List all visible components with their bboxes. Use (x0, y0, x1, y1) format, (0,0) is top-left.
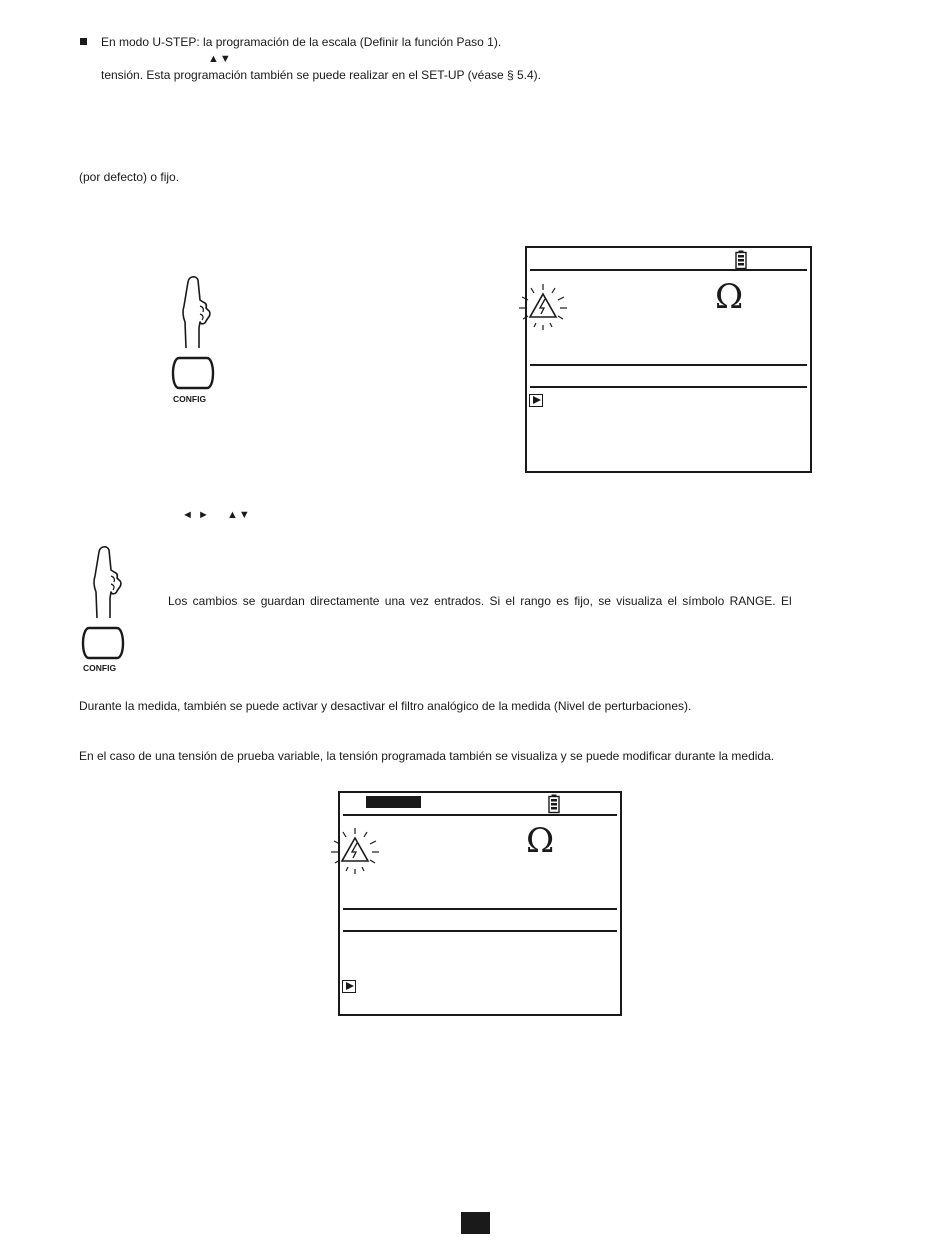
screen-divider-mid (530, 364, 807, 366)
screen2-divider-mid (343, 908, 617, 910)
up-down-arrows-2: ▲▼ (227, 509, 251, 521)
screen2-divider-top (343, 814, 617, 816)
config-button-icon-2[interactable] (81, 626, 125, 662)
screen2-divider-low (343, 930, 617, 932)
cambios-line: Los cambios se guardan directamente una vez entrados. Si el rango es fijo, se visualiza el símbolo RANGE. El (168, 594, 792, 608)
bullet-line: En modo U-STEP: la programación de la escala (Definir la función Paso 1). (101, 35, 502, 49)
pointing-hand-icon-2 (87, 542, 127, 620)
screen-divider-low (530, 386, 807, 388)
square-bullet-icon (80, 38, 87, 45)
up-down-arrows: ▲▼ (208, 53, 232, 65)
config-button-icon[interactable] (171, 356, 215, 392)
variable-line: En el caso de una tensión de prueba variable, la tensión programada también se visualiza y se puede modificar durante la medida. (79, 749, 775, 763)
flashing-warning-icon-2 (328, 827, 382, 875)
screen-divider-top (530, 269, 807, 271)
ohm-symbol: Ω (715, 277, 744, 317)
config-label-2: CONFIG (83, 663, 117, 673)
play-icon-2 (342, 980, 356, 993)
left-right-arrows: ◄ ► (182, 509, 210, 521)
screen-header-block (366, 796, 421, 808)
defecto-line: (por defecto) o fijo. (79, 170, 180, 184)
tension-line: tensión. Esta programación también se puede realizar en el SET-UP (véase § 5.4). (101, 68, 542, 82)
play-icon (529, 394, 543, 407)
pointing-hand-icon (176, 272, 216, 350)
lcd-screen-2 (338, 791, 622, 1016)
filtro-line: Durante la medida, también se puede activar y desactivar el filtro analógico de la medida (Nivel de perturbaciones). (79, 699, 692, 713)
lcd-screen-1 (525, 246, 812, 473)
battery-icon-2 (548, 794, 560, 814)
page-number-block (461, 1212, 490, 1234)
config-label: CONFIG (173, 394, 207, 404)
flashing-warning-icon (516, 283, 570, 331)
battery-icon (735, 250, 747, 270)
ohm-symbol-2: Ω (526, 821, 555, 861)
